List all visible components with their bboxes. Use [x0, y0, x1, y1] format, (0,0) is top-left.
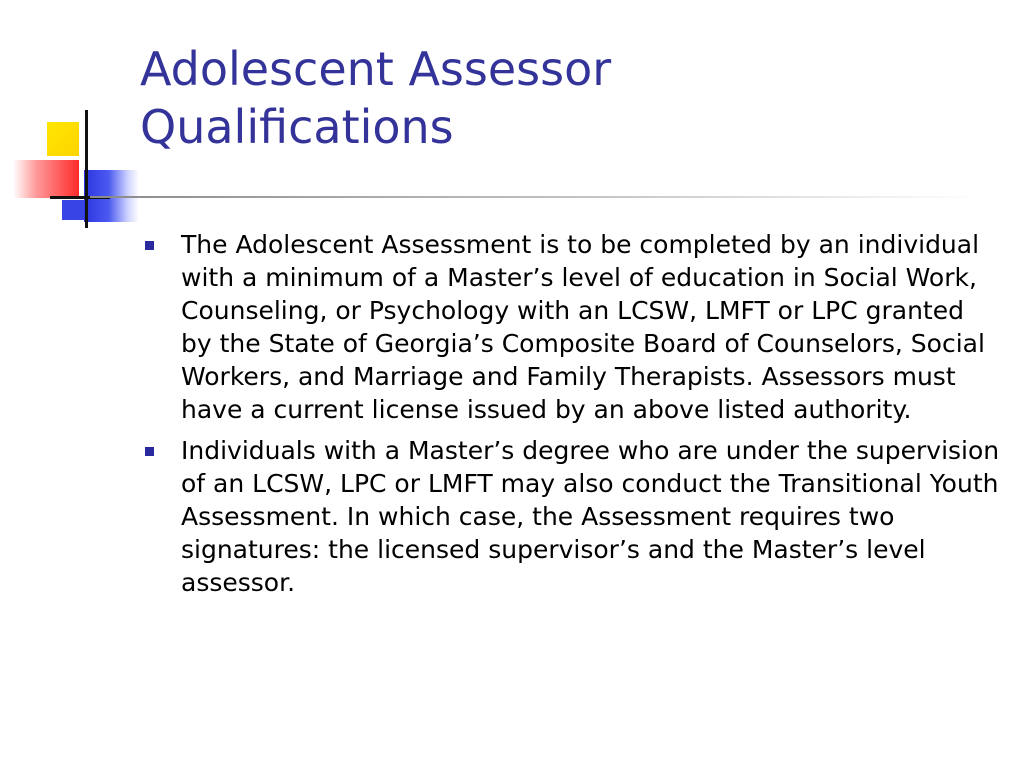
bullet-text: The Adolescent Assessment is to be completed by an individual with a minimum of a Master’s level of education in Social Work, Counseling, or Psychology with an LCSW, LMFT or LPC granted by the State of Georgia’s Composite Board of Counselors, Social Workers, and Marriage and Family Therapists. Assessors must have a current license issued by an above listed authority.	[181, 230, 985, 424]
slide-title-line-2: Qualifications	[140, 100, 454, 154]
bullet-item	[140, 228, 1000, 426]
red-square	[13, 160, 79, 198]
yellow-square	[47, 122, 79, 156]
bullet-square-icon	[145, 447, 154, 456]
decorative-squares-logo	[0, 100, 140, 230]
bullet-square-icon	[145, 241, 154, 250]
bullet-text: Individuals with a Master’s degree who are under the supervision of an LCSW, LPC or LMFT may also conduct the Transitional Youth Assessment. In which case, the Assessment requires two signatures: the licensed supervisor’s and the Master’s level assessor.	[181, 436, 1000, 597]
bullet-list	[140, 228, 1000, 607]
blue-square-small	[62, 200, 84, 220]
title-divider	[90, 196, 980, 198]
bullet-item	[140, 434, 1000, 599]
vertical-line	[85, 110, 88, 228]
slide-title	[140, 40, 1000, 156]
slide-title-line-1: Adolescent Assessor	[140, 42, 612, 96]
